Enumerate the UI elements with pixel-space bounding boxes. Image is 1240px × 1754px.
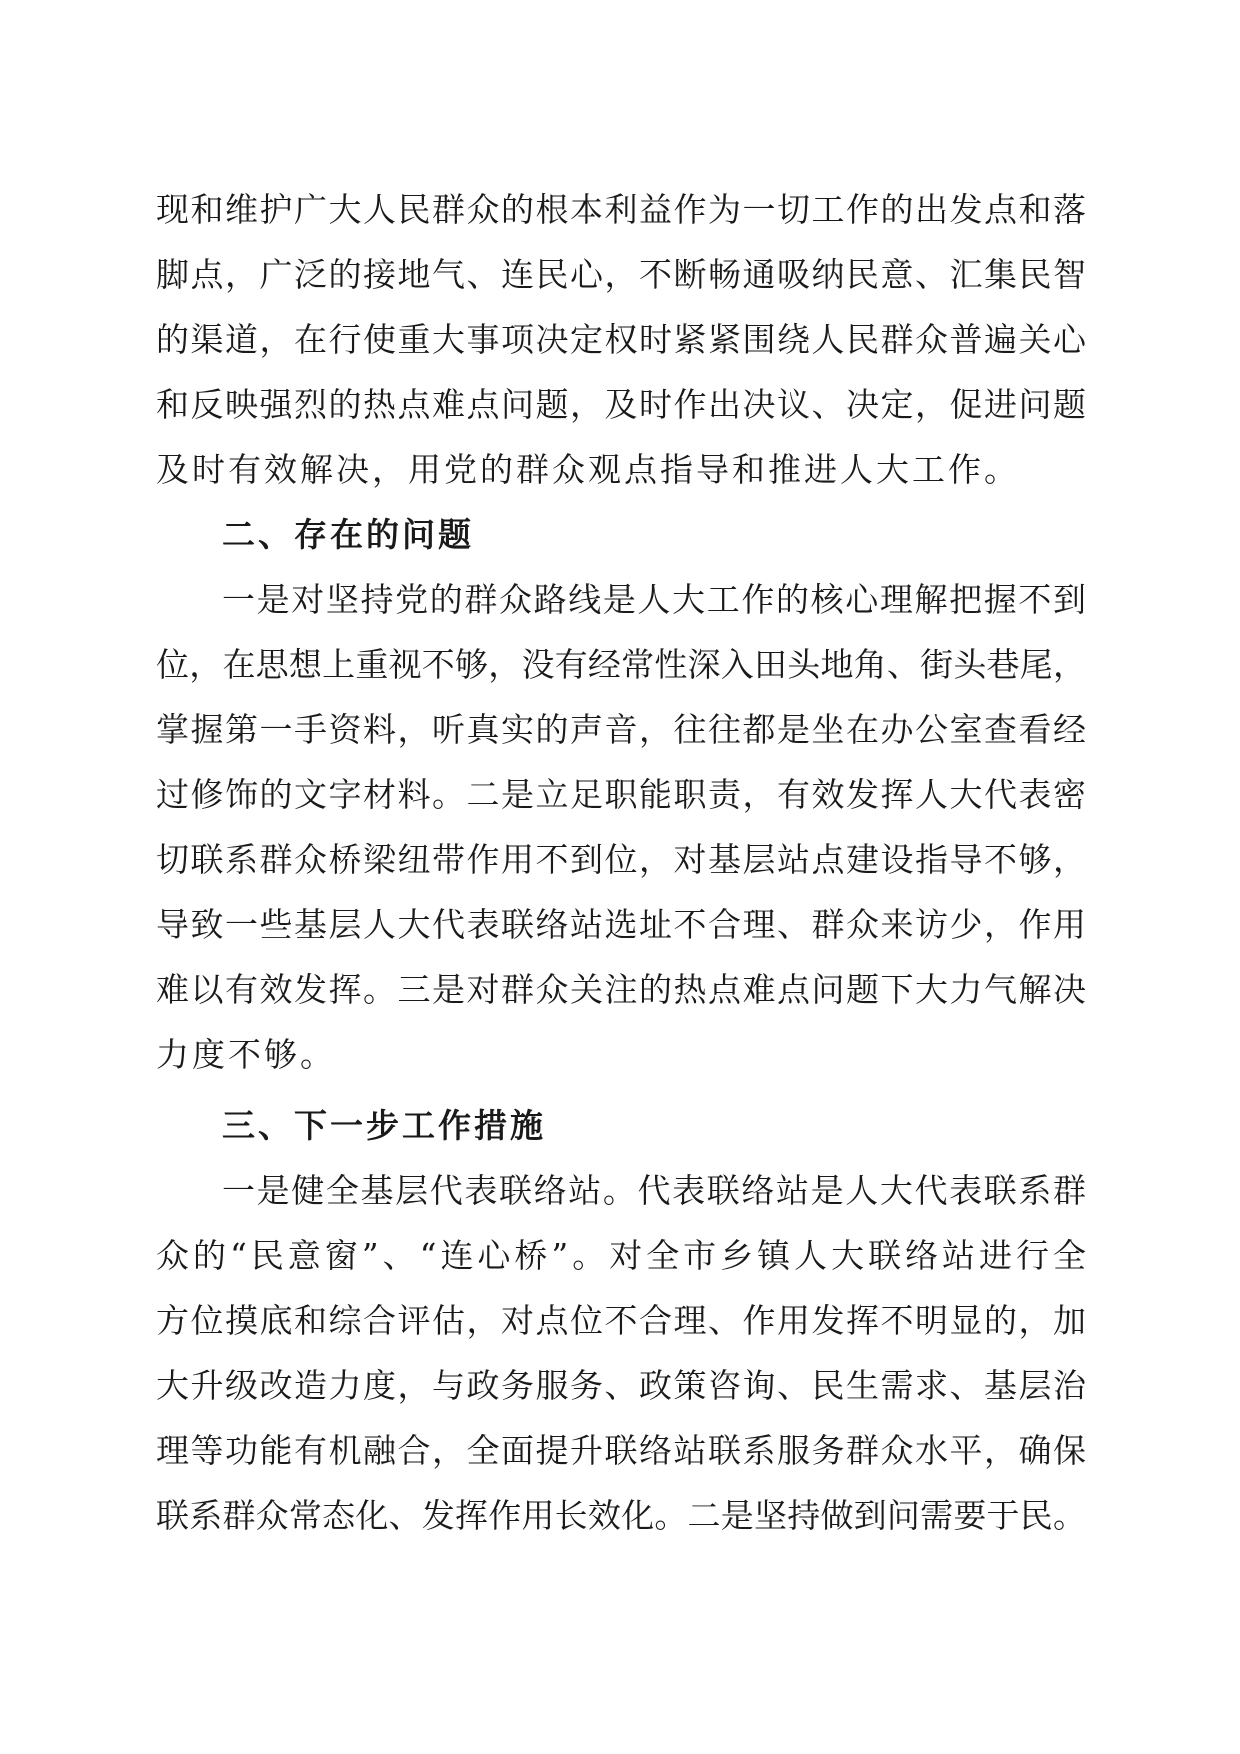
section-heading: 三、下一步工作措施 [222,1106,546,1145]
paragraph-line: 和反映强烈的热点难点问题，及时作出决议、决定，促进问题 [156,385,1086,424]
paragraph-line: 导致一些基层人大代表联络站选址不合理、群众来访少，作用 [156,905,1086,944]
paragraph-line: 一是健全基层代表联络站。代表联络站是人大代表联系群 [222,1171,1086,1210]
paragraph-line: 掌握第一手资料，听真实的声音，往往都是坐在办公室查看经 [156,710,1086,749]
section-heading: 二、存在的问题 [222,515,474,554]
paragraph-line: 位，在思想上重视不够，没有经常性深入田头地角、街头巷尾， [156,645,1086,684]
paragraph-line: 理等功能有机融合，全面提升联络站联系服务群众水平，确保 [156,1431,1086,1470]
paragraph-line: 的渠道，在行使重大事项决定权时紧紧围绕人民群众普遍关心 [156,320,1086,359]
paragraph-line: 联系群众常态化、发挥作用长效化。二是坚持做到问需要于民。 [156,1496,1086,1535]
paragraph-line: 脚点，广泛的接地气、连民心，不断畅通吸纳民意、汇集民智 [156,255,1086,294]
paragraph-line: 及时有效解决，用党的群众观点指导和推进人大工作。 [156,450,1020,489]
paragraph-line: 大升级改造力度，与政务服务、政策咨询、民生需求、基层治 [156,1366,1086,1405]
paragraph-line: 过修饰的文字材料。二是立足职能职责，有效发挥人大代表密 [156,775,1086,814]
paragraph-line: 切联系群众桥梁纽带作用不到位，对基层站点建设指导不够， [156,840,1086,879]
paragraph-line: 现和维护广大人民群众的根本利益作为一切工作的出发点和落 [156,190,1086,229]
paragraph-line: 方位摸底和综合评估，对点位不合理、作用发挥不明显的，加 [156,1301,1086,1340]
paragraph-line: 一是对坚持党的群众路线是人大工作的核心理解把握不到 [222,580,1086,619]
paragraph-line: 难以有效发挥。三是对群众关注的热点难点问题下大力气解决 [156,970,1086,1009]
paragraph-line: 力度不够。 [156,1035,336,1074]
paragraph-line: 众的“民意窗”、“连心桥”。对全市乡镇人大联络站进行全 [156,1236,1086,1275]
